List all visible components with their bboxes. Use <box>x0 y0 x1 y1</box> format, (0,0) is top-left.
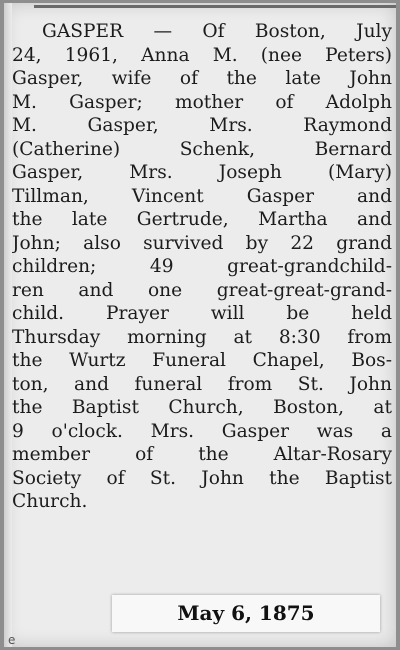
obituary-line: M. Gasper, Mrs. Raymond <box>12 115 392 136</box>
obituary-line: children; 49 great-grandchild- <box>12 256 392 277</box>
obituary-line: M. Gasper; mother of Adolph <box>12 91 392 113</box>
obituary-line: Gasper, Mrs. Joseph (Mary) <box>12 162 392 183</box>
obituary-line: (Catherine) Schenk, Bernard <box>12 138 392 160</box>
obituary-line: the Wurtz Funeral Chapel, Bos- <box>12 350 392 371</box>
obituary-line: ren and one great-great-grand- <box>12 279 392 301</box>
obituary-line: Church. <box>12 491 88 512</box>
obituary-line: child. Prayer will be held <box>12 303 392 324</box>
obituary-line: ton, and funeral from St. John <box>12 373 392 395</box>
obituary-line: GASPER — Of Boston, July <box>42 21 392 42</box>
obituary-line: Thursday morning at 8:30 from <box>12 326 392 348</box>
obituary-line: John; also survived by 22 grand <box>12 232 392 254</box>
obituary-line: member of the Altar-Rosary <box>12 444 392 465</box>
obituary-line: 24, 1961, Anna M. (nee Peters) <box>12 44 392 66</box>
obituary-line: 9 o'clock. Mrs. Gasper was a <box>12 420 392 442</box>
obituary-line: Tillman, Vincent Gasper and <box>12 185 392 207</box>
obituary-line: the late Gertrude, Martha and <box>12 209 392 230</box>
obituary-line: Gasper, wife of the late John <box>12 68 392 89</box>
paper-edge <box>4 3 12 647</box>
edge-mark: e <box>8 633 16 647</box>
obituary-line: Society of St. John the Baptist <box>12 467 392 489</box>
date-stamp: May 6, 1875 <box>112 595 380 632</box>
obituary-text <box>12 20 392 514</box>
obituary-line: the Baptist Church, Boston, at <box>12 397 392 418</box>
top-rule <box>34 5 396 8</box>
